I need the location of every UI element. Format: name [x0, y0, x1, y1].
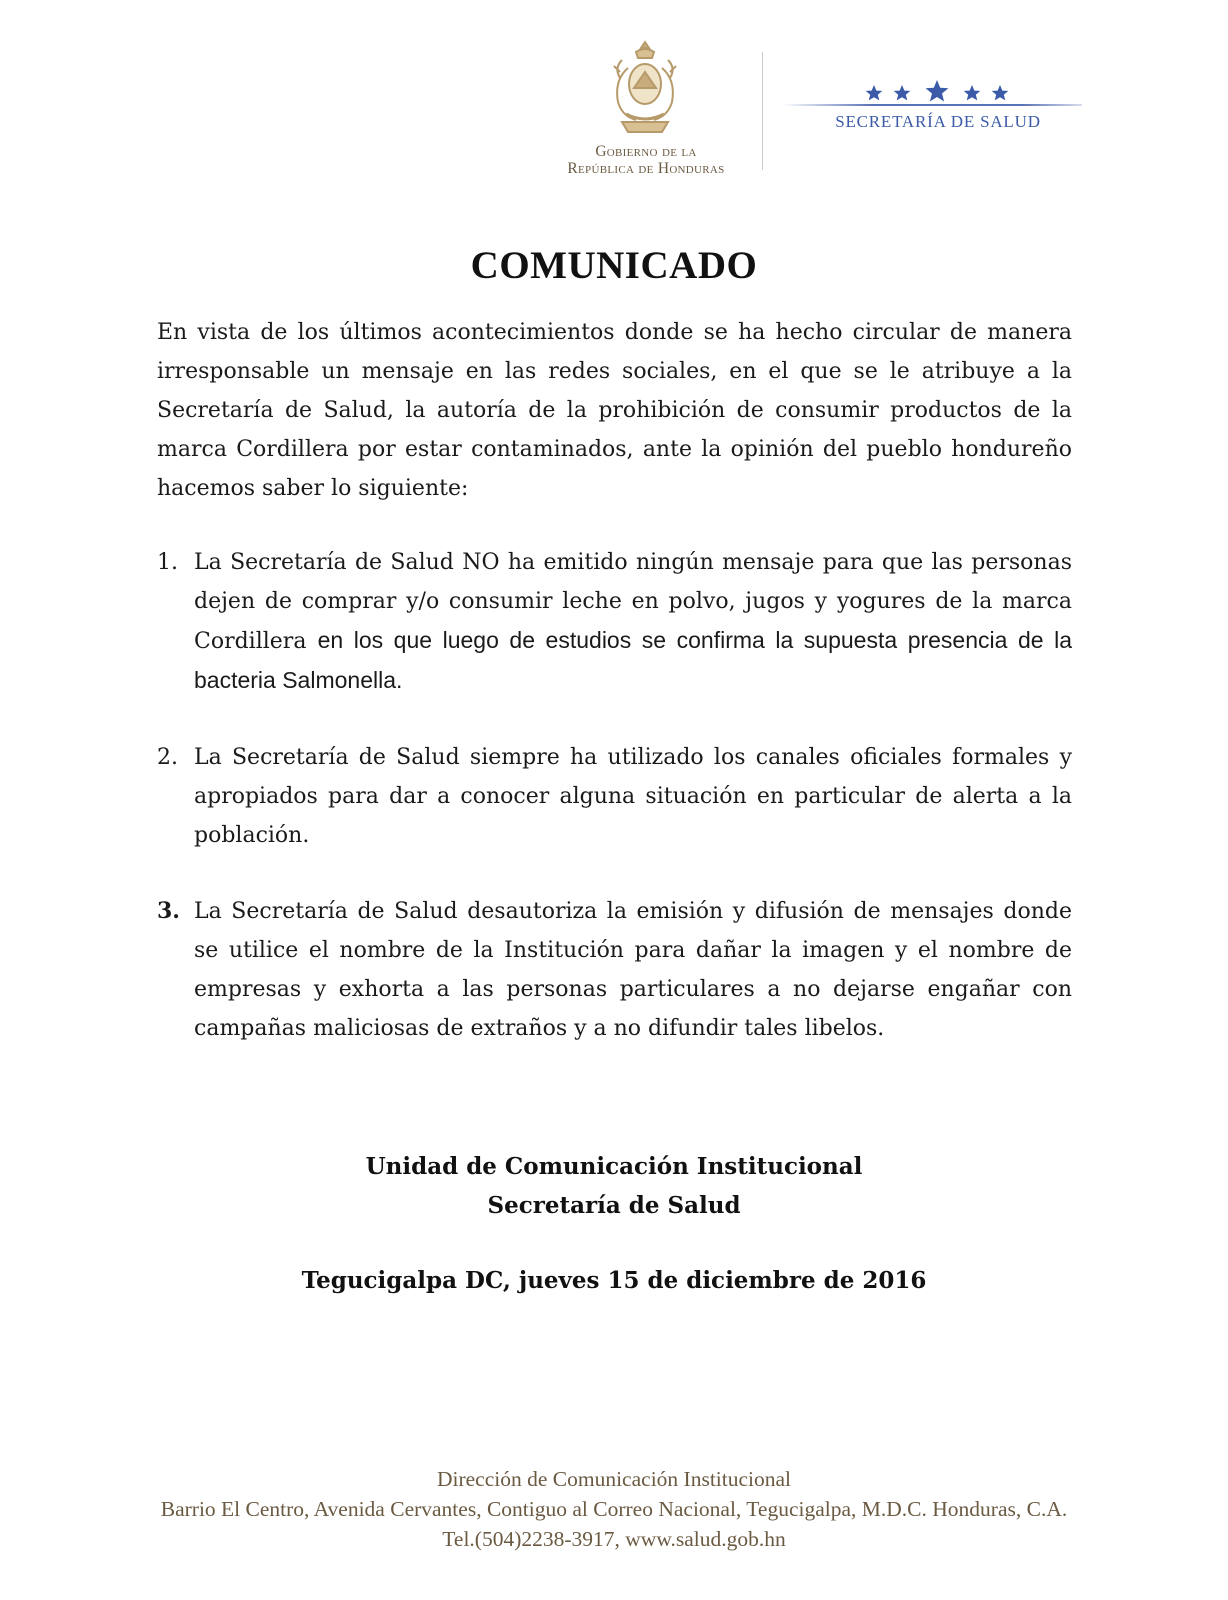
signature-office: Secretaría de Salud: [487, 1192, 741, 1219]
list-item-number: 3.: [157, 898, 180, 924]
government-name: [548, 143, 744, 177]
letterhead: [0, 0, 1228, 200]
secretaria-name: SECRETARÍA DE SALUD: [835, 112, 1041, 131]
secretaria-rule: [782, 104, 1082, 106]
list-item-text: La Secretaría de Salud siempre ha utilizado los canales oficiales formales y apropiados para dar a conocer alguna situación en particular de alerta a la población.: [194, 745, 1072, 848]
list-item: [157, 543, 1072, 701]
intro-paragraph: En vista de los últimos acontecimientos donde se ha hecho circular de manera irresponsable un mensaje en las redes sociales, en el que se le atribuye a la Secretaría de Salud, la autoría de la prohibición de consumir productos de la marca Cordillera por estar contaminados, ante la opinión del pueblo hondureño hacemos saber lo siguiente:: [157, 320, 1072, 501]
list-item-text-sans: en los que luego de estudios se confirma la supuesta presencia de la bacteria Salmonella.: [194, 627, 1072, 693]
page-title: COMUNICADO: [470, 244, 758, 287]
footer-address: Barrio El Centro, Avenida Cervantes, Contiguo al Correo Nacional, Tegucigalpa, M.D.C. Honduras, C.A.: [160, 1497, 1068, 1521]
header-divider: [762, 52, 763, 170]
list-item-text: [194, 543, 1072, 701]
stars-icon: [862, 80, 1012, 104]
list-item-number: 2.: [157, 745, 178, 770]
government-name-line1: Gobierno de la: [595, 143, 697, 160]
place-date: Tegucigalpa DC, jueves 15 de diciembre de 2016: [301, 1267, 927, 1294]
coat-of-arms-icon: [606, 38, 684, 140]
list-item: [157, 892, 1072, 1048]
list-item-text: La Secretaría de Salud desautoriza la emisión y difusión de mensajes donde se utilice el nombre de la Institución para dañar la imagen y el nombre de empresas y exhorta a las personas particulares a no dejarse engañar con campañas maliciosas de extraños y a no difundir tales libelos.: [194, 899, 1072, 1041]
list-item-number: 1.: [157, 550, 178, 575]
list-item: [157, 738, 1072, 855]
list-item-text-serif: La Secretaría de Salud NO ha emitido ningún mensaje para que las personas dejen de comprar y/o consumir leche en polvo, jugos y yogures de la marca Cordillera: [194, 550, 1072, 654]
footer-department: Dirección de Comunicación Institucional: [436, 1467, 792, 1491]
signature-unit: Unidad de Comunicación Institucional: [365, 1153, 863, 1180]
footer-contact: Tel.(504)2238-3917, www.salud.gob.hn: [442, 1527, 786, 1551]
government-name-line2: República de Honduras: [567, 160, 725, 177]
